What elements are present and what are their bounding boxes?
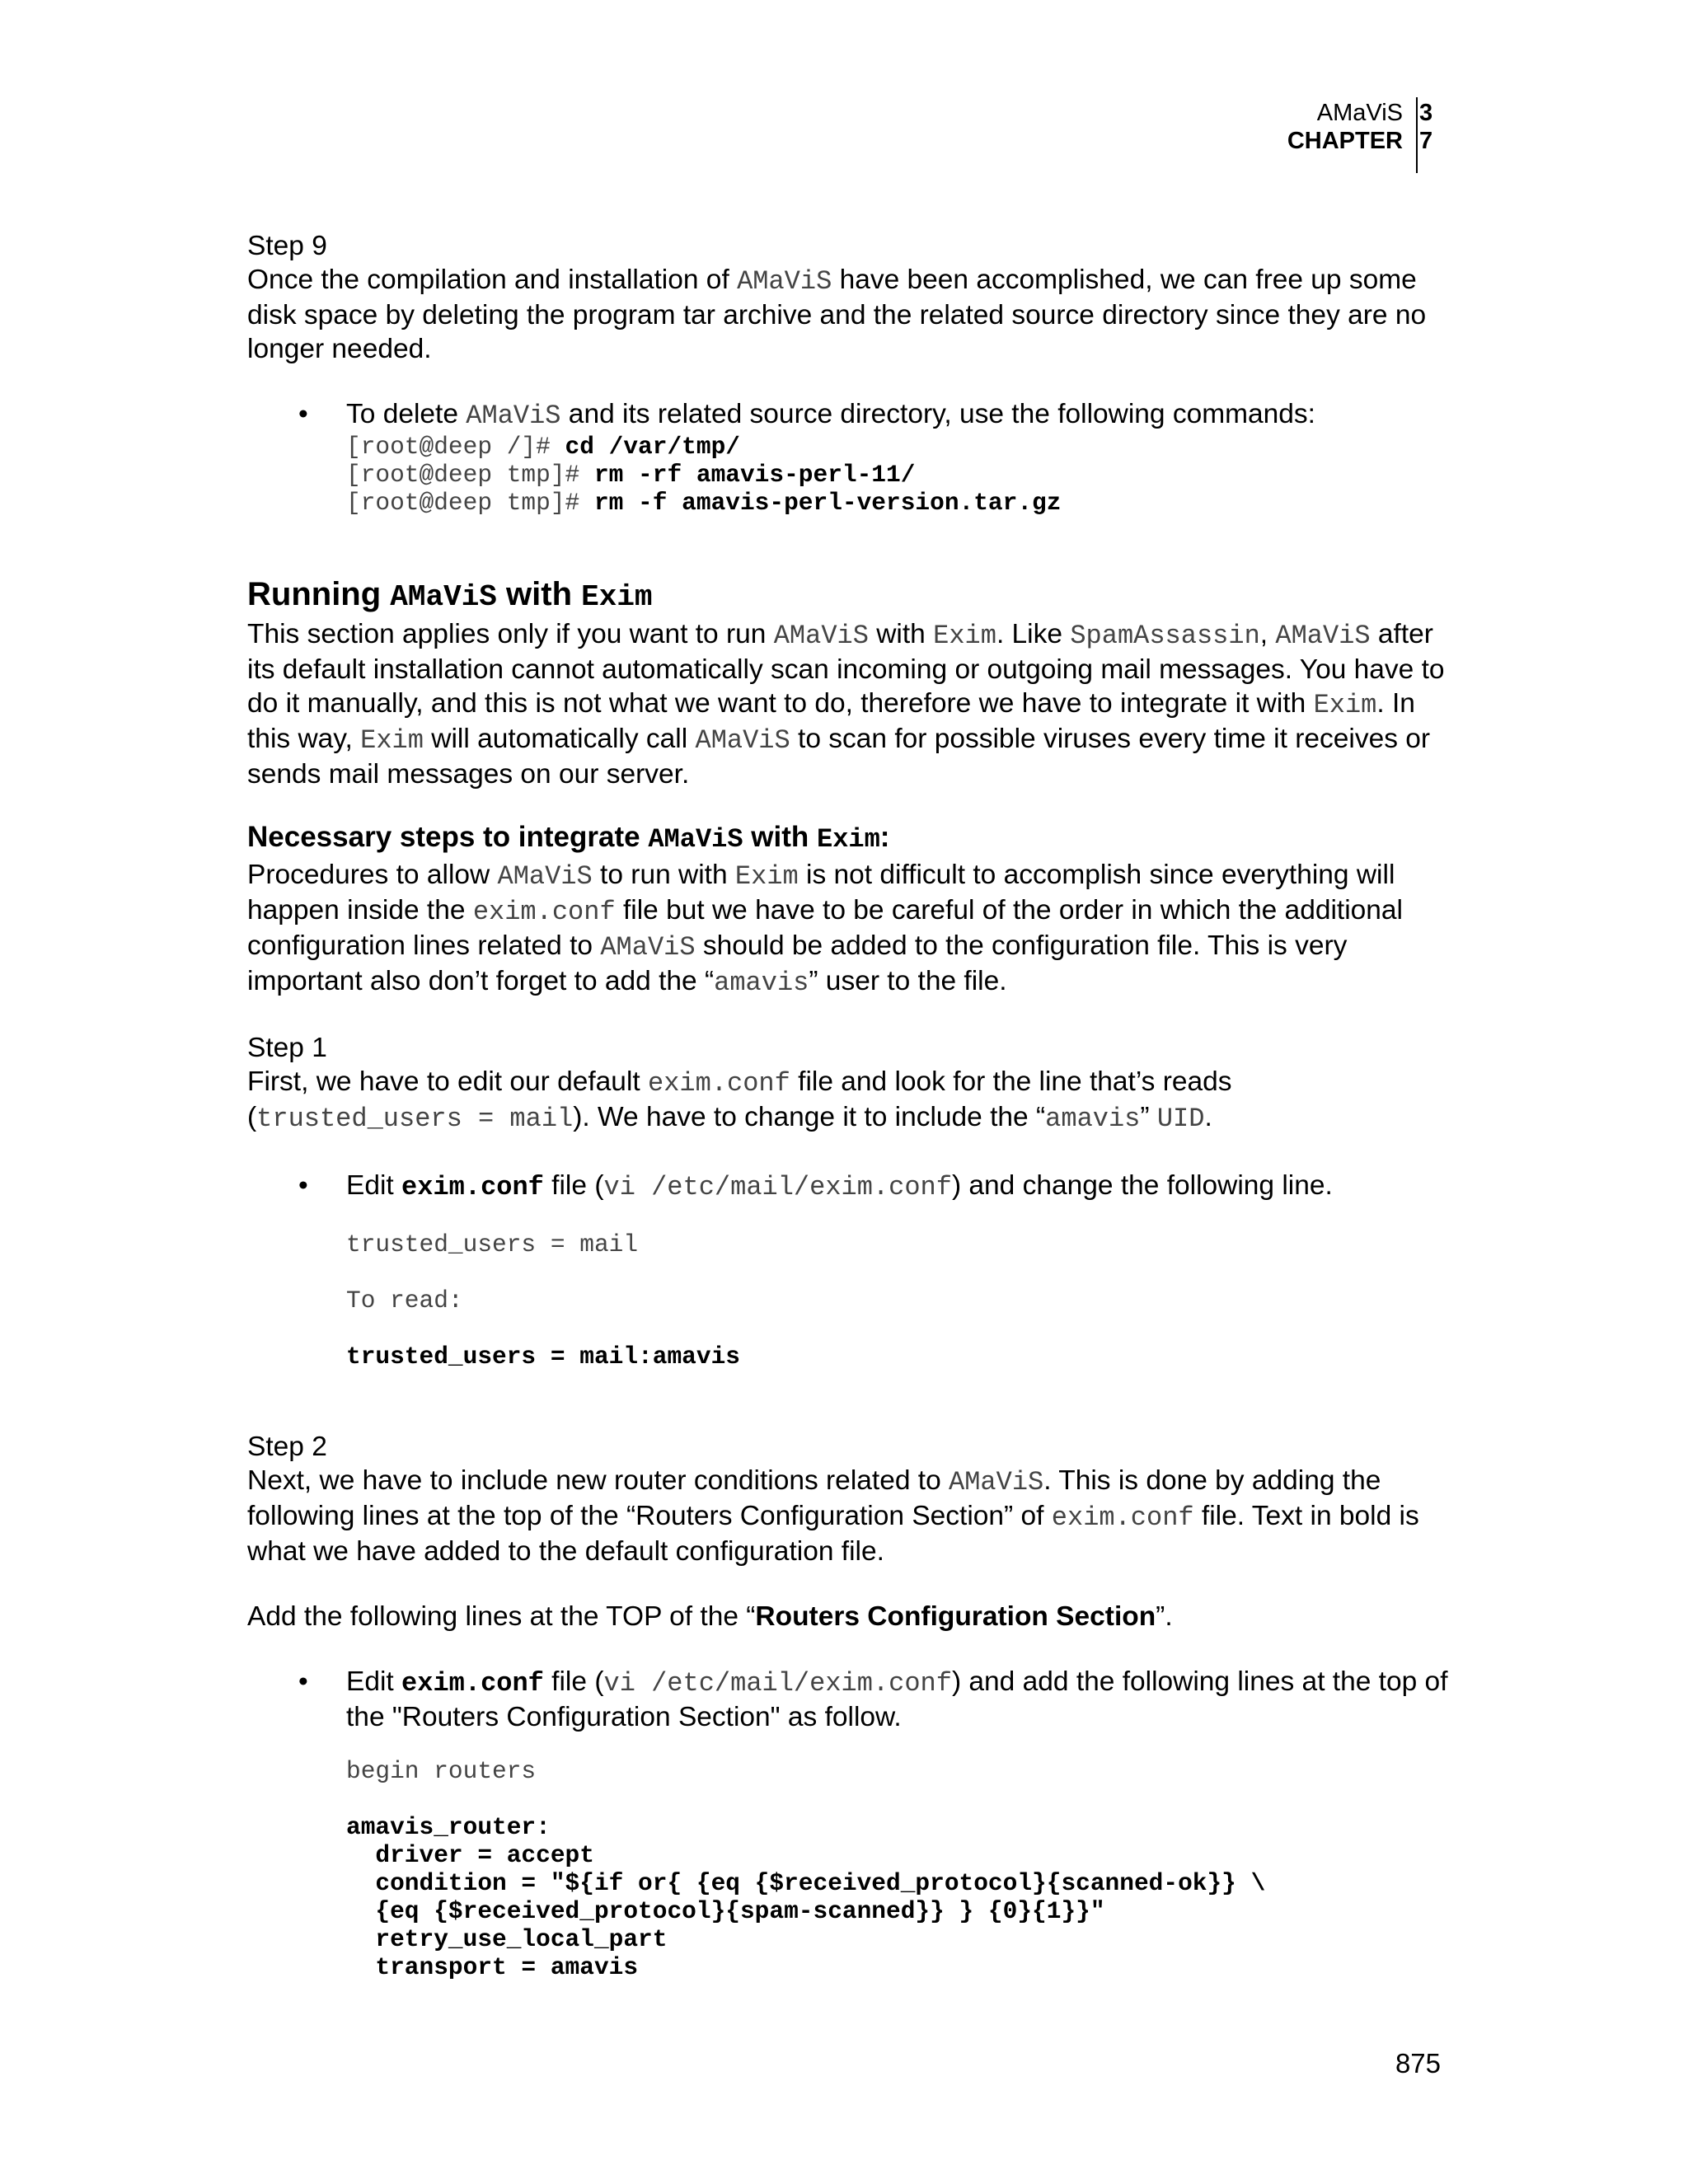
header-chapter-digit-1: 3 [1419,100,1433,126]
section-heading-running: Running AMaViS with Exim [247,576,653,614]
header-divider [1416,97,1418,173]
step2-add-instruction: Add the following lines at the TOP of the “Routers Configuration Section”. [247,1601,1173,1632]
command-line-3: [root@deep tmp]# rm -f amavis-perl-version.tar.gz [346,489,1062,517]
step9-label: Step 9 [247,231,327,261]
config-router-line-3: condition = "${if or{ {eq {$received_protocol}{scanned-ok}} \ [346,1869,1266,1897]
step2-bullet: • Edit exim.conf file (vi /etc/mail/exim.conf) and add the following lines at the top of the "Routers Configuration Section" as follow. [298,1666,1448,1732]
step2-label: Step 2 [247,1432,327,1462]
page-number: 875 [1395,2048,1441,2079]
config-line-original: trusted_users = mail [346,1230,639,1258]
config-router-line-4: {eq {$received_protocol}{spam-scanned}} } {0}{1}}" [346,1897,1105,1925]
running-header [1287,99,1441,155]
subsection-heading-necessary: Necessary steps to integrate AMaViS with Exim: [247,821,890,855]
step9-bullet: • To delete AMaViS and its related source directory, use the following commands: [298,399,1315,431]
header-chapter-digit-2: 7 [1419,128,1433,154]
config-router-line-2: driver = accept [346,1841,594,1869]
step1-bullet: • Edit exim.conf file (vi /etc/mail/exim.conf) and change the following line. [298,1170,1333,1202]
header-chapter-label: CHAPTER [1287,128,1403,154]
config-begin-routers: begin routers [346,1757,537,1785]
step9-paragraph: Once the compilation and installation of AMaViS have been accomplished, we can free up some disk space by deleting the program tar archive and the related source directory since they are no longer needed. [247,265,1427,364]
command-line-2: [root@deep tmp]# rm -rf amavis-perl-11/ [346,461,916,489]
config-router-line-1: amavis_router: [346,1813,551,1841]
step1-label: Step 1 [247,1033,327,1063]
config-line-to-read: To read: [346,1286,463,1315]
header-title: AMaViS [1316,100,1403,126]
running-paragraph: This section applies only if you want to run AMaViS with Exim. Like SpamAssassin, AMaViS after its default installation cannot automatically scan incoming or outgoing mail messages. You have to do it manually, and this is not what we want to do, therefore we have to integrate it with Exim. In this way, Exim will automatically call AMaViS to scan for possible viruses every time it receives or sends mail messages on our server. [247,619,1445,790]
config-line-new: trusted_users = mail:amavis [346,1343,740,1371]
necessary-paragraph: Procedures to allow AMaViS to run with Exim is not difficult to accomplish since everything will happen inside the exim.conf file but we have to be careful of the order in which the additional configuration lines related to AMaViS should be added to the configuration file. This is very important also don’t forget to add the “amavis” user to the file. [247,860,1403,998]
config-router-line-5: retry_use_local_part [346,1925,668,1953]
config-router-line-6: transport = amavis [346,1953,639,1981]
step2-paragraph: Next, we have to include new router conditions related to AMaViS. This is done by adding the following lines at the top of the “Routers Configuration Section” of exim.conf file. Text in bold is what we have added to the default configuration file. [247,1465,1419,1567]
command-line-1: [root@deep /]# cd /var/tmp/ [346,433,740,461]
main-content [247,229,1451,1981]
step1-paragraph: First, we have to edit our default exim.conf file and look for the line that’s reads (trusted_users = mail). We have to change it to include the “amavis” UID. [247,1066,1232,1134]
